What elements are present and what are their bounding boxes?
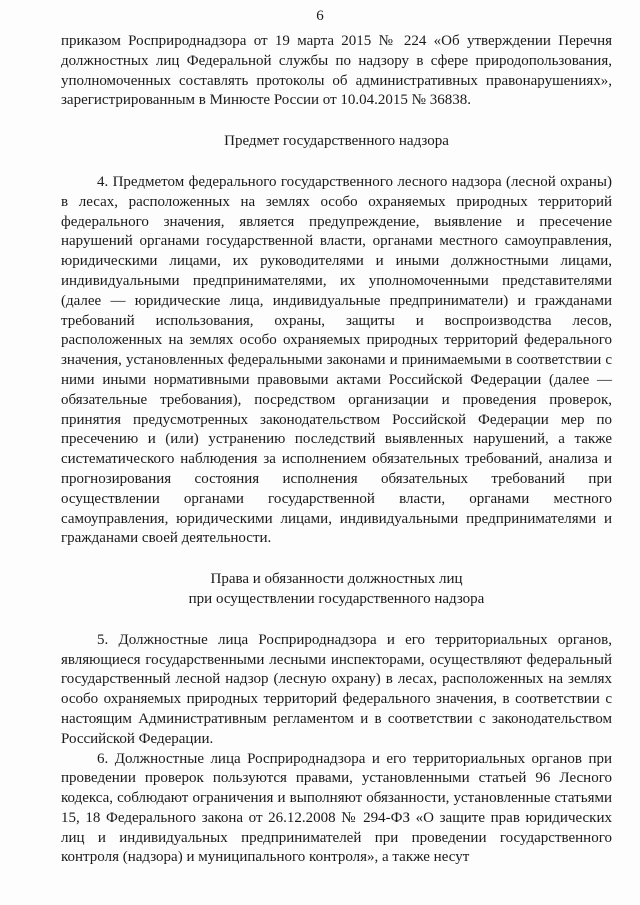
spacer [61, 549, 612, 570]
section-heading-rights-line-2: при осуществлении государственного надзора [188, 590, 485, 607]
paragraph-5: 5. Должностные лица Росприроднадзора и его территориальных органов, являющиеся государственными лесными инспекторами, осуществляют федеральный государственный лесной надзор (лесную охрану) в лесах, расположенных на землях особо охраняемых природных территорий федерального значения, в соответствии с настоящим Административным регламентом и в соответствии с законодательством Российской Федерации. [61, 631, 612, 747]
section-heading-subject: Предмет государственного надзора [224, 133, 449, 150]
section-heading-rights-line-1: Права и обязанности должностных лиц [210, 571, 463, 588]
spacer [61, 610, 612, 631]
intro-paragraph: приказом Росприроднадзора от 19 марта 2015 № 224 «Об утверждении Перечня должностных лиц Федеральной службы по надзору в сфере природопользования, уполномоченных составлять протоколы об административных правонарушениях», зарегистрированным в Минюсте России от 10.04.2015 № 36838. [61, 33, 612, 109]
paragraph-6: 6. Должностные лица Росприроднадзора и его территориальных органов при проведении проверок пользуются правами, установленными статьей 96 Лесного кодекса, соблюдают ограничения и выполняют обязанности, установленные статьями 15, 18 Федерального закона от 26.12.2008 № 294-ФЗ «О защите прав юридических лиц и индивидуальных предпринимателей при проведении государственного контроля (надзора) и муниципального контроля», а также несут [61, 750, 612, 866]
document-body [61, 32, 612, 868]
spacer [61, 111, 612, 132]
spacer [61, 152, 612, 173]
section-heading-rights [61, 570, 612, 610]
page-number: 6 [316, 8, 324, 24]
paragraph-4: 4. Предметом федерального государственного лесного надзора (лесной охраны) в лесах, расположенных на землях особо охраняемых природных территорий федерального значения, является предупреждение, выявление и пресечение нарушений органами государственной власти, органами местного самоуправления, юридическими лицами, их руководителями и иными должностными лицами, индивидуальными предпринимателями, их уполномоченными представителями (далее — юридические лица, индивидуальные предприниматели) и гражданами требований использования, охраны, защиты и воспроизводства лесов, расположенных на землях особо охраняемых природных территорий федерального значения, установленных федеральными законами и принимаемыми в соответствии с ними иными нормативными правовыми актами Российской Федерации (далее — обязательные требования), посредством организации и проведения проверок, принятия предусмотренных законодательством Российской Федерации мер по пресечению и (или) устранению последствий выявленных нарушений, а также систематического наблюдения за исполнением обязательных требований, анализа и прогнозирования состояния исполнения обязательных требований при осуществлении органами государственной власти, органами местного самоуправления, юридическими лицами, индивидуальными предпринимателями и гражданами своей деятельности. [61, 173, 612, 547]
